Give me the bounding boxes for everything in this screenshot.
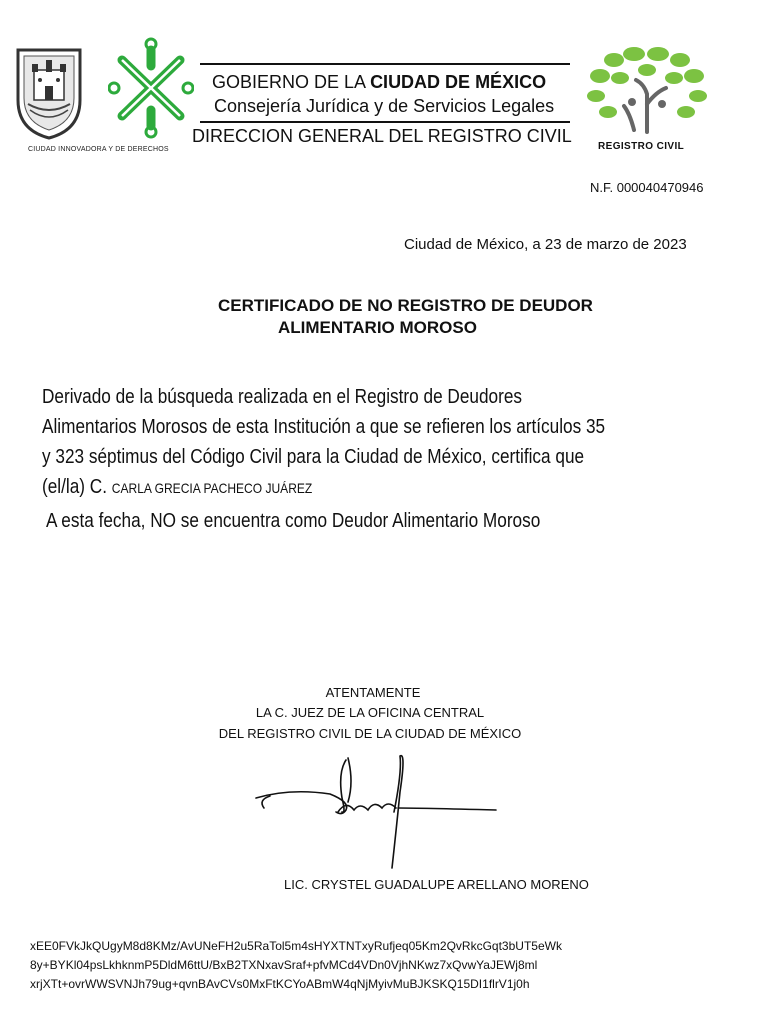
- certification-paragraph: [42, 382, 610, 503]
- office-title: DEL REGISTRO CIVIL DE LA CIUDAD DE MÉXICO: [218, 726, 522, 741]
- person-name: CARLA GRECIA PACHECO JUÁREZ: [111, 480, 313, 496]
- place-and-date: Ciudad de México, a 23 de marzo de 2023: [404, 236, 687, 253]
- certificate-title-line-1: CERTIFICADO DE NO REGISTRO DE DEUDOR: [218, 296, 593, 315]
- crest-caption: CIUDAD INNOVADORA Y DE DERECHOS: [28, 146, 169, 153]
- verification-code-line-3: xrjXTt+ovrWWSVNJh79ug+qvnBAvCVs0MxFtKCYoABmW4qNjMyivMuBJKSKQ15DI1flrV1j0h: [30, 977, 530, 991]
- certificate-title-line-2: ALIMENTARIO MOROSO: [278, 318, 477, 337]
- folio-number: N.F. 000040470946: [590, 180, 704, 195]
- verification-code-line-1: xEE0FVkJkQUgyM8d8KMz/AvUNeFH2u5RaTol5m4sHYXTNTxyRufjeq05Km2QvRkcGqt3bUT5eWk: [30, 939, 562, 953]
- handwritten-signature: [250, 752, 500, 872]
- header-rule-top: [200, 63, 570, 65]
- direccion-heading: DIRECCION GENERAL DEL REGISTRO CIVIL: [192, 126, 572, 146]
- official-name: LIC. CRYSTEL GUADALUPE ARELLANO MORENO: [284, 877, 589, 892]
- debtor-status: A esta fecha, NO se encuentra como Deudor Alimentario Moroso: [46, 510, 541, 532]
- government-city: CIUDAD DE MÉXICO: [370, 72, 547, 92]
- registro-civil-logo: [584, 44, 710, 136]
- header-rule-middle: [200, 121, 570, 123]
- government-prefix: GOBIERNO DE LA: [212, 72, 366, 92]
- consejeria-heading: Consejería Jurídica y de Servicios Legales: [214, 96, 555, 116]
- cdmx-logo: [108, 36, 194, 140]
- certification-text: Derivado de la búsqueda realizada en el Registro de Deudores Alimentarios Morosos de esta Institución a que se refieren los artículos 35 y 323 séptimus del Código Civil para la Ciudad de México, certifica que (el/la) C.: [42, 386, 606, 498]
- atentamente-label: ATENTAMENTE: [325, 685, 421, 700]
- city-coat-of-arms: [12, 42, 86, 142]
- registro-civil-caption: REGISTRO CIVIL: [598, 141, 685, 152]
- government-heading: [212, 72, 546, 93]
- judge-title: LA C. JUEZ DE LA OFICINA CENTRAL: [255, 705, 485, 720]
- verification-code-line-2: 8y+BYKl04psLkhknmP5DldM6ttU/BxB2TXNxavSraf+pfvMCd4VDn0VjhNKwz7xQvwYaJEWj8ml: [30, 958, 538, 972]
